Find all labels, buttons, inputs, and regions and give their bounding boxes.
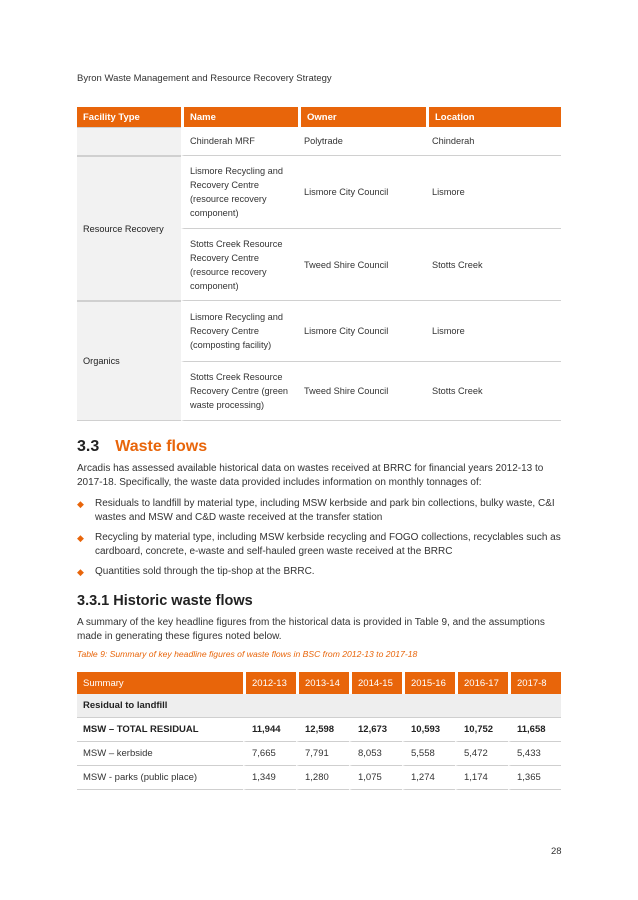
facility-owner: Polytrade <box>298 127 426 156</box>
bullet-diamond-icon: ◆ <box>77 499 84 509</box>
row-value: 1,280 <box>296 766 349 790</box>
list-item-text: Quantities sold through the tip-shop at the BRRC. <box>95 566 315 577</box>
row-value: 1,349 <box>243 766 296 790</box>
list-item <box>77 497 561 525</box>
facility-owner: Tweed Shire Council <box>298 362 426 421</box>
list-item-text: Recycling by material type, including MSW kerbside recycling and FOGO collections, recyclables such as cardboard, concrete, e-waste and self-hauled green waste received at the BRRC <box>95 532 561 557</box>
section-intro: Arcadis has assessed available historical data on wastes received at BRRC for financial years 2012-13 to 2017-18. Specifically, the waste data provided includes information on monthly tonnages of: <box>77 463 544 488</box>
section-heading <box>77 438 207 456</box>
facility-type-cell: Resource Recovery <box>77 156 181 301</box>
row-label: MSW - parks (public place) <box>77 766 243 790</box>
row-label: MSW – TOTAL RESIDUAL <box>77 718 243 742</box>
waste-flows-table <box>77 672 561 790</box>
row-value: 12,673 <box>349 718 402 742</box>
facility-name: Lismore Recycling and Recovery Centre (composting facility) <box>181 301 298 362</box>
row-value: 8,053 <box>349 742 402 766</box>
facility-location: Lismore <box>426 301 561 362</box>
facility-name: Stotts Creek Resource Recovery Centre (green waste processing) <box>181 362 298 421</box>
table-row <box>77 742 561 766</box>
col-facility-type: Facility Type <box>77 107 181 127</box>
bullet-list <box>77 497 561 585</box>
table-row <box>77 301 561 362</box>
waste-table-header <box>77 672 561 694</box>
facility-table <box>77 107 561 421</box>
subsection-intro: A summary of the key headline figures from the historical data is provided in Table 9, and the assumptions made in generating these figures noted below. <box>77 617 545 642</box>
row-value: 1,174 <box>455 766 508 790</box>
list-item <box>77 531 561 559</box>
list-item <box>77 565 561 579</box>
row-value: 11,944 <box>243 718 296 742</box>
row-value: 1,365 <box>508 766 561 790</box>
row-value: 10,752 <box>455 718 508 742</box>
col-year: 2017-8 <box>508 672 561 694</box>
facility-owner: Tweed Shire Council <box>298 229 426 301</box>
row-value: 7,665 <box>243 742 296 766</box>
facility-owner: Lismore City Council <box>298 301 426 362</box>
list-item-text: Residuals to landfill by material type, including MSW kerbside and park bin collections, bulky waste, C&I wastes and MSW and C&D waste received at the transfer station <box>95 498 555 523</box>
section-title: Waste flows <box>115 438 208 455</box>
col-summary: Summary <box>77 672 243 694</box>
facility-name: Stotts Creek Resource Recovery Centre (resource recovery component) <box>181 229 298 301</box>
row-value: 5,558 <box>402 742 455 766</box>
table-section-row <box>77 694 561 718</box>
col-name: Name <box>181 107 298 127</box>
facility-location: Lismore <box>426 156 561 229</box>
row-value: 7,791 <box>296 742 349 766</box>
row-value: 12,598 <box>296 718 349 742</box>
row-value: 5,472 <box>455 742 508 766</box>
row-value: 1,274 <box>402 766 455 790</box>
table-row <box>77 766 561 790</box>
facility-name: Chinderah MRF <box>181 127 298 156</box>
col-year: 2016-17 <box>455 672 508 694</box>
col-location: Location <box>426 107 561 127</box>
col-year: 2012-13 <box>243 672 296 694</box>
page-number: 28 <box>551 846 562 857</box>
facility-location: Chinderah <box>426 127 561 156</box>
bullet-diamond-icon: ◆ <box>77 533 84 543</box>
facility-name: Lismore Recycling and Recovery Centre (resource recovery component) <box>181 156 298 229</box>
facility-location: Stotts Creek <box>426 362 561 421</box>
col-owner: Owner <box>298 107 426 127</box>
col-year: 2013-14 <box>296 672 349 694</box>
table-row <box>77 156 561 229</box>
facility-type-cell: Organics <box>77 301 181 421</box>
running-header: Byron Waste Management and Resource Recovery Strategy <box>77 73 332 84</box>
row-value: 11,658 <box>508 718 561 742</box>
table-caption: Table 9: Summary of key headline figures of waste flows in BSC from 2012-13 to 2017-18 <box>77 649 418 659</box>
subsection-heading: 3.3.1 Historic waste flows <box>77 593 253 609</box>
facility-location: Stotts Creek <box>426 229 561 301</box>
col-year: 2014-15 <box>349 672 402 694</box>
table-row <box>77 127 561 156</box>
row-value: 5,433 <box>508 742 561 766</box>
col-year: 2015-16 <box>402 672 455 694</box>
table-row <box>77 718 561 742</box>
facility-type-cell <box>77 127 181 156</box>
row-value: 1,075 <box>349 766 402 790</box>
row-label: MSW – kerbside <box>77 742 243 766</box>
facility-table-header <box>77 107 561 127</box>
section-label: Residual to landfill <box>77 694 561 718</box>
row-value: 10,593 <box>402 718 455 742</box>
bullet-diamond-icon: ◆ <box>77 567 84 577</box>
section-number: 3.3 <box>77 438 100 455</box>
facility-owner: Lismore City Council <box>298 156 426 229</box>
